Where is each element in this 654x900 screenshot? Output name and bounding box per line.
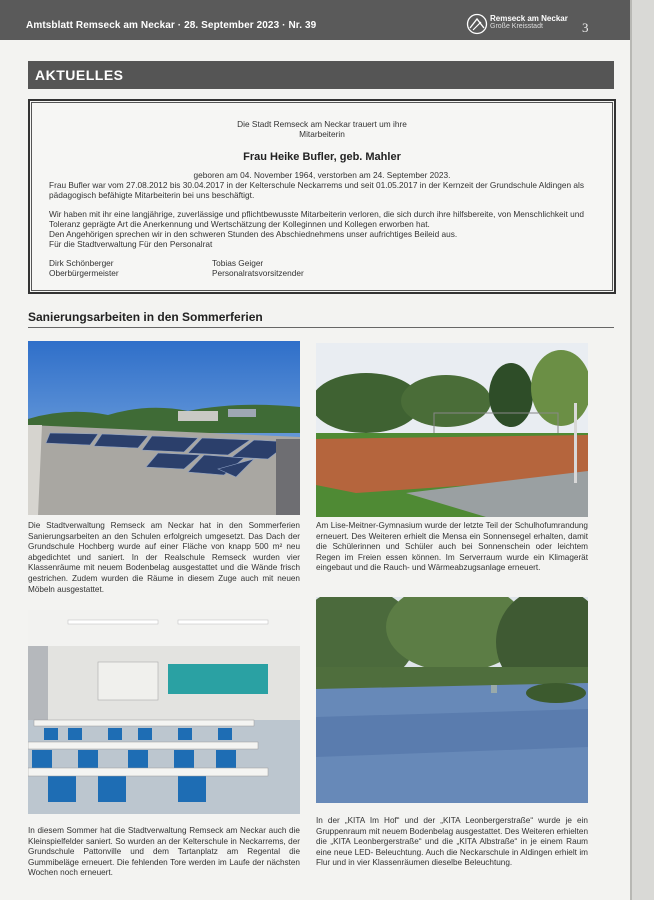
caption-kita: In der „KITA Im Hof“ und der „KITA Leonbergerstraße“ wurde je ein Gruppenraum mit neuem Bodenbelag ausgestattet. Des Weiteren erhielten die „KITA Leonbergerstraße“ und die „KITA Albstraße“ in je einem Raum eine neue LED- Beleuchtung. Auch die Neckarschule in Aldingen erhielt im Flur und in vier Klassenräumen dieselbe Beleuchtung. [316, 816, 588, 868]
signer1-role: Oberbürgermeister [49, 268, 119, 278]
section-title: AKTUELLES [35, 67, 124, 83]
caption-schoolyard: Am Lise-Meitner-Gymnasium wurde der letzte Teil der Schulhofumrandung erneuert. Des Weiteren erhielt die Mensa ein Sonnensegel erhalten, damit die Schülerinnen und Schüler auch bei Sonnenschein oder leichtem Regen im Freien essen können. Im Serverraum wurde ein Klimagerät eingebaut und die Rauch- und Wärmeabzugsanlage erneuert. [316, 521, 588, 573]
page-number: 3 [582, 20, 589, 35]
obituary-notice [28, 99, 616, 294]
notice-tribute: Wir haben mit ihr eine langjährige, zuverlässige und pflichtbewusste Mitarbeiterin verloren, die sich durch ihre hilfsbereite, von Menschlichkeit und Toleranz geprägte Art die Anerkennung und Wertschätzung der Kolleginnen und Kollegen erworben hat. [49, 209, 584, 229]
signer2-name: Tobias Geiger [212, 258, 264, 268]
logo-line1: Remseck am Neckar [490, 14, 568, 23]
section-bar [28, 61, 614, 89]
page-header [0, 0, 630, 40]
notice-dates: geboren am 04. November 1964, verstorben am 24. September 2023. [193, 170, 451, 180]
page-edge [630, 0, 654, 900]
notice-intro-line1: Die Stadt Remseck am Neckar trauert um ihre [237, 119, 407, 129]
notice-intro-line2: Mitarbeiterin [299, 129, 345, 139]
header-title: Amtsblatt Remseck am Neckar · 28. September 2023 · Nr. 39 [26, 20, 317, 31]
logo-line2: Große Kreisstadt [490, 23, 543, 30]
notice-for-line: Für die Stadtverwaltung Für den Personalrat [49, 239, 213, 249]
signer2 [212, 258, 304, 278]
notice-employment: Frau Bufler war vom 27.08.2012 bis 30.04.2017 in der Kelterschule Neckarrems und seit 01.05.2017 in der Kernzeit der Grundschule Aldingen als pädagogisch befähigte Mitarbeiterin bei uns beschäftigt. [49, 180, 584, 200]
kita-outdoor-photo [316, 597, 588, 803]
city-logo-text [490, 15, 568, 31]
signer1-name: Dirk Schönberger [49, 258, 114, 268]
article-title: Sanierungsarbeiten in den Sommerferien [28, 310, 263, 324]
article-rule [28, 327, 614, 328]
caption-roof: Die Stadtverwaltung Remseck am Neckar hat in den Sommerferien Sanierungsarbeiten an den Schulen erfolgreich umgesetzt. Das Dach der Grundschule Hochberg wurde auf einer Fläche von knapp 500 m² neu abgedichtet und saniert. In der Realschule Remseck wurden vier Klassenräume mit neuem Bodenbelag ausgestattet und die Wände frisch gestrichen. Zudem wurden die Räume in diesem Zuge auch mit neuen Möbeln ausgestattet. [28, 521, 300, 594]
schoolyard-photo [316, 343, 588, 517]
roof-solar-photo [28, 341, 300, 515]
signer2-role: Personalratsvorsitzender [212, 268, 304, 278]
signer1 [49, 258, 119, 278]
city-logo-icon [466, 13, 488, 35]
deceased-name: Frau Heike Bufler, geb. Mahler [243, 151, 401, 163]
classroom-photo [28, 610, 300, 814]
notice-condolence: Den Angehörigen sprechen wir in den schweren Stunden des Abschiednehmens unser aufrichtiges Beileid aus. [49, 229, 458, 239]
notice-inner-frame [31, 102, 613, 291]
caption-classroom: In diesem Sommer hat die Stadtverwaltung Remseck am Neckar auch die Kleinspielfelder saniert. So wurden an der Kelterschule in Neckarrems, der Grundschule Pattonville und dem Tartanplatz am Regental die Gummibeläge erneuert. Die fehlenden Tore werden im Laufe der nächsten Wochen noch erneuert. [28, 826, 300, 878]
